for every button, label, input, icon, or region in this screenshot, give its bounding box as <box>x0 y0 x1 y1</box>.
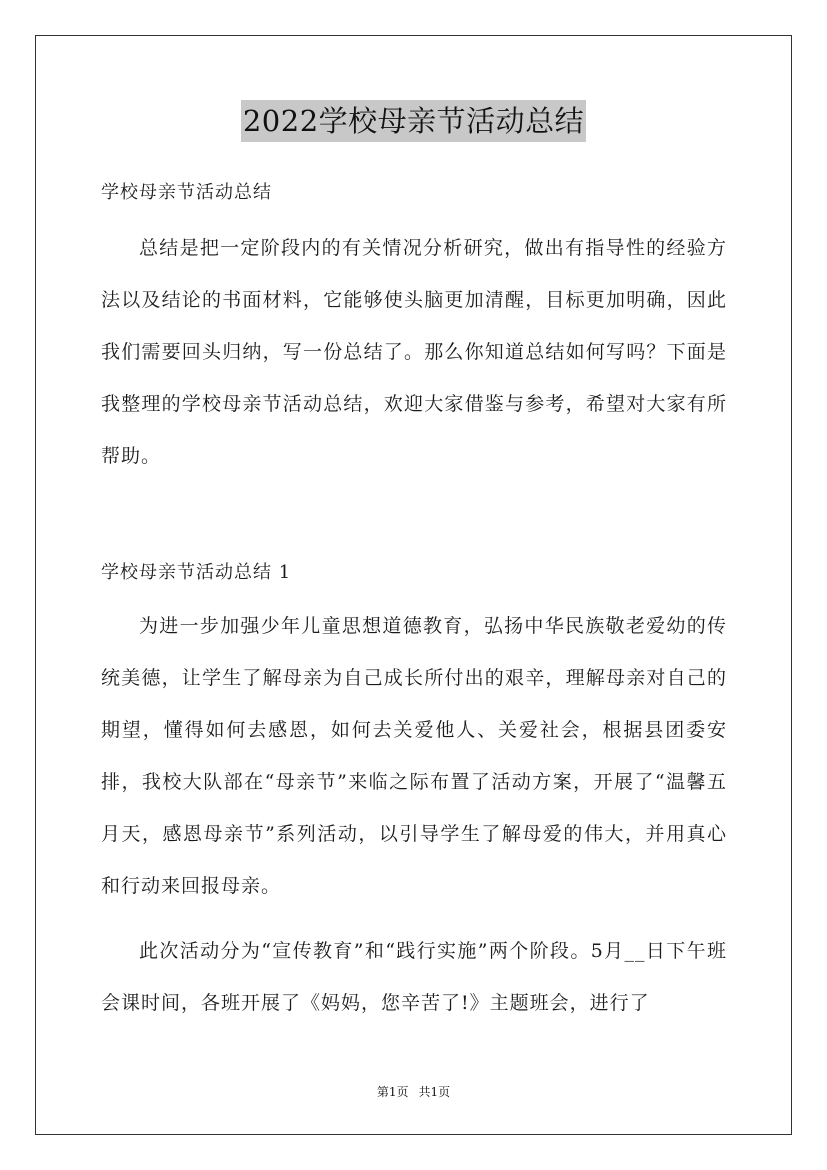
section-1-paragraph-1: 为进一步加强少年儿童思想道德教育，弘扬中华民族敬老爱幼的传统美德，让学生了解母亲为自己成长所付出的艰辛，理解母亲对自己的期望，懂得如何去感恩，如何去关爱他人、关爱社会，根据县团委安排，我校大队部在“母亲节”来临之际布置了活动方案，开展了“温馨五月天，感恩母亲节”系列活动，以引导学生了解母爱的伟大，并用真心和行动来回报母亲。 <box>101 615 727 897</box>
page-number: 第1页 <box>376 1085 409 1099</box>
section-1-paragraph-2: 此次活动分为“宣传教育”和“践行实施”两个阶段。5月__日下午班会课时间，各班开展了《妈妈，您辛苦了!》主题班会，进行了 <box>101 940 727 1014</box>
page-footer <box>0 1084 827 1100</box>
document-title: 2022学校母亲节活动总结 <box>241 100 586 142</box>
intro-paragraph: 总结是把一定阶段内的有关情况分析研究，做出有指导性的经验方法以及结论的书面材料，它能够使头脑更加清醒，目标更加明确，因此我们需要回头归纳，写一份总结了。那么你知道总结如何写吗？下面是我整理的学校母亲节活动总结，欢迎大家借鉴与参考，希望对大家有所帮助。 <box>101 237 727 467</box>
title-container <box>0 100 827 142</box>
page-total: 共1页 <box>418 1085 451 1099</box>
document-subtitle: 学校母亲节活动总结 <box>101 182 272 203</box>
section-1-heading: 学校母亲节活动总结 1 <box>101 562 292 583</box>
